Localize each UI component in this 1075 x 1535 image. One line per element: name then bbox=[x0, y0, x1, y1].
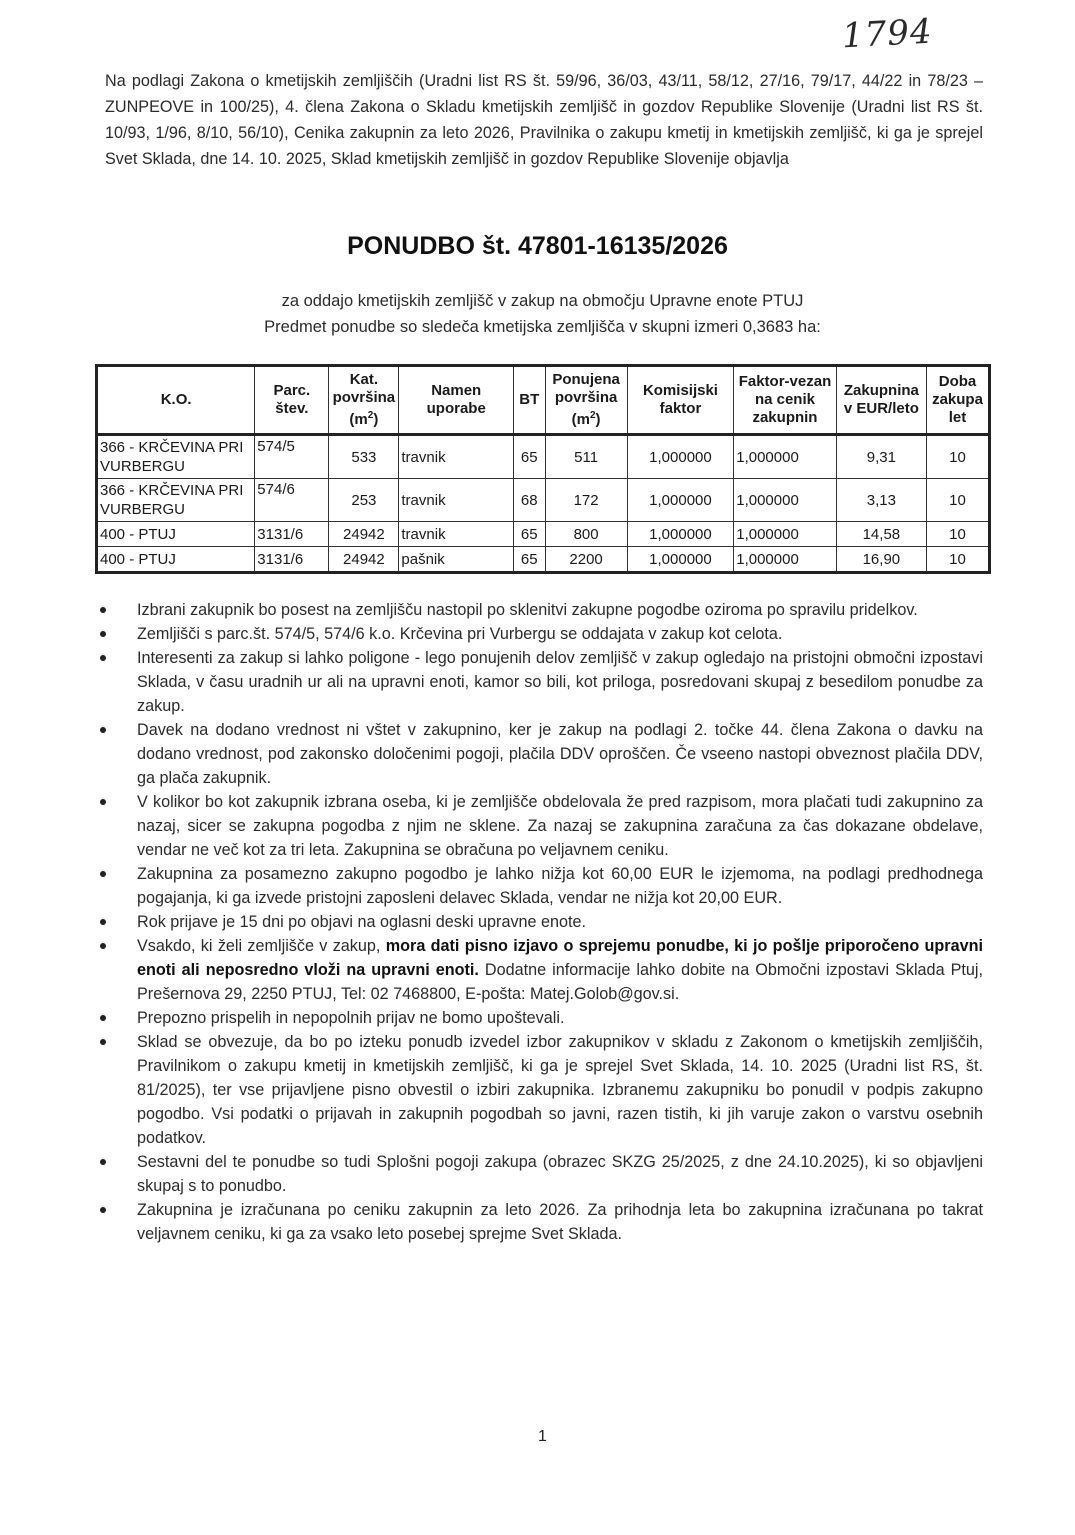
bullet-icon bbox=[100, 1159, 106, 1165]
col-header-doba: Doba zakupa let bbox=[927, 366, 990, 435]
cell-bt: 65 bbox=[514, 522, 545, 547]
cell-parc: 3131/6 bbox=[255, 522, 329, 547]
handwritten-page-mark: 1794 bbox=[841, 11, 934, 57]
cell-doba: 10 bbox=[927, 479, 990, 522]
col-header-bt: BT bbox=[514, 366, 545, 435]
cell-pon: 2200 bbox=[545, 547, 627, 573]
col-header-parc: Parc. štev. bbox=[255, 366, 329, 435]
list-item: Sklad se obvezuje, da bo po izteku ponudb izvedel izbor zakupnikov v skladu z Zakonom o kmetijskih zemljiščih, Pravilnikom o zakupu kmetij in kmetijskih zemljišč, ki ga je sprejel Svet Sklada, 14. 10. 2025 (Uradni list RS, št. 81/2025), ter vse prijavljene pisno obvestil o izbiri zakupnika. Izbranemu zakupniku bo ponudil v podpis zakupno pogodbo. Vsi podatki o prijavah in zakupnih pogodbah so javni, razen tistih, ki jih varuje zakon o varstvu osebnih podatkov. bbox=[95, 1030, 983, 1150]
cell-fak: 1,000000 bbox=[734, 435, 836, 479]
col-header-kat: Kat. površina $(m^2)$ bbox=[329, 366, 399, 435]
cell-doba: 10 bbox=[927, 435, 990, 479]
cell-zak: 9,31 bbox=[836, 435, 926, 479]
lease-table bbox=[95, 364, 991, 574]
conditions-list bbox=[95, 598, 983, 1246]
cell-ko: 366 - KRČEVINA PRI VURBERGU bbox=[97, 479, 255, 522]
cell-bt: 65 bbox=[514, 435, 545, 479]
cell-pon: 800 bbox=[545, 522, 627, 547]
bullet-icon bbox=[100, 727, 106, 733]
cell-zak: 3,13 bbox=[836, 479, 926, 522]
bullet-icon bbox=[100, 871, 106, 877]
cell-fak: 1,000000 bbox=[734, 479, 836, 522]
subtitle-area: za oddajo kmetijskih zemljišč v zakup na območju Upravne enote PTUJ bbox=[281, 292, 804, 310]
col-header-pon: Ponujena površina $(m^2)$ bbox=[545, 366, 627, 435]
cell-namen: travnik bbox=[399, 479, 514, 522]
cell-ko: 366 - KRČEVINA PRI VURBERGU bbox=[97, 435, 255, 479]
list-item: Sestavni del te ponudbe so tudi Splošni pogoji zakupa (obrazec SKZG 25/2025, z dne 24.10.2025), ki so objavljeni skupaj s to ponudbo. bbox=[95, 1150, 983, 1198]
cell-ko: 400 - PTUJ bbox=[97, 547, 255, 573]
cell-namen: travnik bbox=[399, 435, 514, 479]
col-header-kom: Komisijski faktor bbox=[627, 366, 734, 435]
table-row bbox=[97, 435, 990, 479]
cell-parc: 574/5 bbox=[255, 435, 329, 479]
cell-kat: 253 bbox=[329, 479, 399, 522]
cell-fak: 1,000000 bbox=[734, 547, 836, 573]
bullet-icon bbox=[100, 1207, 106, 1213]
list-item: Zakupnina je izračunana po ceniku zakupnin za leto 2026. Za prihodnja leta bo zakupnina izračunana po takrat veljavnem ceniku, ki ga za vsako leto posebej sprejme Svet Sklada. bbox=[95, 1198, 983, 1246]
list-item: Vsakdo, ki želi zemljišče v zakup, mora dati pisno izjavo o sprejemu ponudbe, ki jo pošlje priporočeno upravni enoti ali neposredno vloži na upravni enoti. Dodatne informacije lahko dobite na Območni izpostavi Sklada Ptuj, Prešernova 29, 2250 PTUJ, Tel: 02 7468800, E-pošta: Matej.Golob@gov.si. bbox=[95, 934, 983, 1006]
bold-instruction: mora dati pisno izjavo o sprejemu ponudbe, ki jo pošlje priporočeno upravni enoti ali neposredno vloži na upravni enoti. bbox=[137, 937, 983, 979]
cell-ko: 400 - PTUJ bbox=[97, 522, 255, 547]
table-row bbox=[97, 547, 990, 573]
bullet-icon bbox=[100, 655, 106, 661]
cell-kat: 533 bbox=[329, 435, 399, 479]
cell-pon: 511 bbox=[545, 435, 627, 479]
list-item: V kolikor bo kot zakupnik izbrana oseba, ki je zemljišče obdelovala že pred razpisom, mora plačati tudi zakupnino za nazaj, sicer se zakupna pogodba z njim ne sklene. Za nazaj se zakupnina zaračuna za čas dokazane obdelave, vendar ne več kot za tri leta. Zakupnina se obračuna po veljavnem ceniku. bbox=[95, 790, 983, 862]
cell-doba: 10 bbox=[927, 547, 990, 573]
subtitle-subject: Predmet ponudbe so sledeča kmetijska zemljišča v skupni izmeri 0,3683 ha: bbox=[264, 318, 821, 336]
bullet-icon bbox=[100, 631, 106, 637]
bullet-icon bbox=[100, 607, 106, 613]
page-number: 1 bbox=[538, 1428, 547, 1445]
list-item: Zemljišči s parc.št. 574/5, 574/6 k.o. Krčevina pri Vurbergu se oddajata v zakup kot celota. bbox=[95, 622, 983, 646]
bullet-icon bbox=[100, 943, 106, 949]
cell-kom: 1,000000 bbox=[627, 522, 734, 547]
cell-bt: 68 bbox=[514, 479, 545, 522]
cell-namen: pašnik bbox=[399, 547, 514, 573]
cell-kom: 1,000000 bbox=[627, 435, 734, 479]
cell-kom: 1,000000 bbox=[627, 479, 734, 522]
table-row bbox=[97, 522, 990, 547]
cell-doba: 10 bbox=[927, 522, 990, 547]
bullet-icon bbox=[100, 1015, 106, 1021]
list-item: Zakupnina za posamezno zakupno pogodbo je lahko nižja kot 60,00 EUR le izjemoma, na podlagi predhodnega pogajanja, ki ga izvede pristojni zaposleni delavec Sklada, vendar ne nižja kot 20,00 EUR. bbox=[95, 862, 983, 910]
list-item: Prepozno prispelih in nepopolnih prijav ne bomo upoštevali. bbox=[95, 1006, 983, 1030]
col-header-ko: K.O. bbox=[97, 366, 255, 435]
list-item: Izbrani zakupnik bo posest na zemljišču nastopil po sklenitvi zakupne pogodbe oziroma po spravilu pridelkov. bbox=[95, 598, 983, 622]
col-header-fak: Faktor-vezan na cenik zakupnin bbox=[734, 366, 836, 435]
cell-bt: 65 bbox=[514, 547, 545, 573]
cell-namen: travnik bbox=[399, 522, 514, 547]
intro-paragraph: Na podlagi Zakona o kmetijskih zemljiščih (Uradni list RS št. 59/96, 36/03, 43/11, 58/12, 27/16, 79/17, 44/22 in 78/23 – ZUNPEOVE in 100/25), 4. člena Zakona o Skladu kmetijskih zemljišč in gozdov Republike Slovenije (Uradni list RS št. 10/93, 1/96, 8/10, 56/10), Cenika zakupnin za leto 2026, Pravilnika o zakupu kmetij in kmetijskih zemljišč, ki ga je sprejel Svet Sklada, dne 14. 10. 2025, Sklad kmetijskih zemljišč in gozdov Republike Slovenije objavlja bbox=[105, 72, 983, 168]
cell-parc: 574/6 bbox=[255, 479, 329, 522]
cell-zak: 16,90 bbox=[836, 547, 926, 573]
cell-fak: 1,000000 bbox=[734, 522, 836, 547]
table-row bbox=[97, 479, 990, 522]
col-header-namen: Namen uporabe bbox=[399, 366, 514, 435]
cell-parc: 3131/6 bbox=[255, 547, 329, 573]
bullet-icon bbox=[100, 919, 106, 925]
bullet-icon bbox=[100, 1039, 106, 1045]
cell-kat: 24942 bbox=[329, 547, 399, 573]
cell-kat: 24942 bbox=[329, 522, 399, 547]
table-header-row bbox=[97, 366, 990, 435]
document-title: PONUDBO št. 47801-16135/2026 bbox=[347, 232, 728, 260]
col-header-zak: Zakupnina v EUR/leto bbox=[836, 366, 926, 435]
list-item: Rok prijave je 15 dni po objavi na oglasni deski upravne enote. bbox=[95, 910, 983, 934]
list-item: Davek na dodano vrednost ni vštet v zakupnino, ker je zakup na podlagi 2. točke 44. člena Zakona o davku na dodano vrednost, pod zakonsko določenimi pogoji, plačila DDV oproščen. Če vseeno nastopi obveznost plačila DDV, ga plača zakupnik. bbox=[95, 718, 983, 790]
cell-kom: 1,000000 bbox=[627, 547, 734, 573]
bullet-icon bbox=[100, 799, 106, 805]
list-item: Interesenti za zakup si lahko poligone - lego ponujenih delov zemljišč v zakup ogledajo na pristojni območni izpostavi Sklada, v času uradnih ur ali na upravni enoti, kamor so bili, kot priloga, posredovani skupaj z besedilom ponudbe za zakup. bbox=[95, 646, 983, 718]
cell-pon: 172 bbox=[545, 479, 627, 522]
cell-zak: 14,58 bbox=[836, 522, 926, 547]
